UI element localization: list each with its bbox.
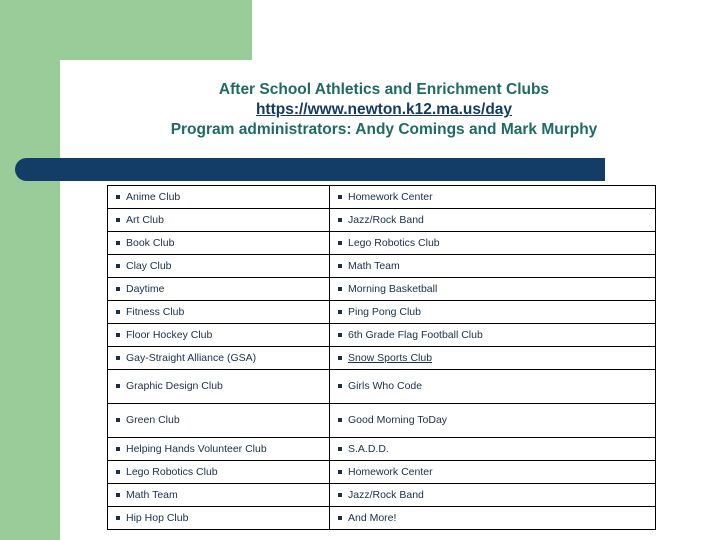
club-cell-left (108, 404, 330, 438)
clubs-table-body (108, 186, 656, 530)
club-cell-left (108, 347, 330, 370)
square-bullet-icon (116, 493, 120, 497)
table-row (108, 507, 656, 530)
square-bullet-icon (338, 264, 342, 268)
square-bullet-icon (116, 241, 120, 245)
club-cell-right (330, 301, 656, 324)
slide-title-line-1: After School Athletics and Enrichment Clubs (218, 81, 550, 98)
table-row (108, 255, 656, 278)
square-bullet-icon (338, 195, 342, 199)
club-cell-left (108, 232, 330, 255)
table-row (108, 484, 656, 507)
square-bullet-icon (338, 333, 342, 337)
club-cell-left (108, 209, 330, 232)
square-bullet-icon (338, 218, 342, 222)
club-label: Jazz/Rock Band (348, 489, 424, 502)
club-cell-left (108, 278, 330, 301)
square-bullet-icon (338, 241, 342, 245)
club-cell-left (108, 507, 330, 530)
club-label: Daytime (126, 283, 165, 296)
club-label: S.A.D.D. (348, 443, 389, 456)
club-label: Morning Basketball (348, 283, 438, 296)
square-bullet-icon (338, 447, 342, 451)
table-row (108, 209, 656, 232)
club-label: Good Morning ToDay (348, 414, 448, 427)
club-label: Math Team (348, 260, 400, 273)
club-label: 6th Grade Flag Football Club (348, 329, 483, 342)
table-row (108, 347, 656, 370)
club-cell-right (330, 507, 656, 530)
table-row (108, 438, 656, 461)
square-bullet-icon (338, 516, 342, 520)
club-label: Book Club (126, 237, 175, 250)
club-label: Art Club (126, 214, 164, 227)
table-row (108, 232, 656, 255)
club-cell-right (330, 232, 656, 255)
club-label: Homework Center (348, 191, 433, 204)
table-row (108, 278, 656, 301)
club-label: Girls Who Code (348, 380, 423, 393)
club-cell-right (330, 484, 656, 507)
square-bullet-icon (116, 418, 120, 422)
club-cell-left (108, 370, 330, 404)
club-cell-right (330, 186, 656, 209)
table-row (108, 370, 656, 404)
square-bullet-icon (338, 356, 342, 360)
square-bullet-icon (338, 287, 342, 291)
club-cell-left (108, 301, 330, 324)
square-bullet-icon (116, 470, 120, 474)
club-cell-left (108, 186, 330, 209)
club-label: Helping Hands Volunteer Club (126, 443, 267, 456)
club-label: Lego Robotics Club (126, 466, 218, 479)
club-label: Green Club (126, 414, 180, 427)
club-cell-right (330, 438, 656, 461)
club-label: Lego Robotics Club (348, 237, 440, 250)
club-label: Clay Club (126, 260, 172, 273)
club-cell-right (330, 347, 656, 370)
table-row (108, 186, 656, 209)
club-label: Gay-Straight Alliance (GSA) (126, 352, 257, 365)
square-bullet-icon (116, 516, 120, 520)
slide-title-line-3: Program administrators: Andy Comings and Mark Murphy (170, 121, 598, 139)
table-row (108, 404, 656, 438)
club-label: Anime Club (126, 191, 181, 204)
square-bullet-icon (116, 264, 120, 268)
club-label: Homework Center (348, 466, 433, 479)
green-accent-band-left (0, 0, 60, 540)
club-link[interactable]: Snow Sports Club (348, 352, 433, 365)
club-cell-left (108, 438, 330, 461)
clubs-table (107, 185, 656, 530)
square-bullet-icon (338, 310, 342, 314)
club-cell-right (330, 255, 656, 278)
square-bullet-icon (116, 195, 120, 199)
club-cell-right (330, 324, 656, 347)
club-label: Ping Pong Club (348, 306, 421, 319)
club-cell-left (108, 484, 330, 507)
square-bullet-icon (338, 493, 342, 497)
square-bullet-icon (116, 356, 120, 360)
club-cell-left (108, 461, 330, 484)
club-label: And More! (348, 512, 397, 525)
square-bullet-icon (116, 333, 120, 337)
club-cell-left (108, 324, 330, 347)
club-label: Hip Hop Club (126, 512, 189, 525)
club-label: Graphic Design Club (126, 380, 223, 393)
square-bullet-icon (116, 218, 120, 222)
table-row (108, 324, 656, 347)
club-cell-right (330, 278, 656, 301)
club-cell-right (330, 209, 656, 232)
club-label: Jazz/Rock Band (348, 214, 424, 227)
square-bullet-icon (338, 470, 342, 474)
club-label: Fitness Club (126, 306, 185, 319)
square-bullet-icon (338, 418, 342, 422)
table-row (108, 301, 656, 324)
program-website-link[interactable]: https://www.newton.k12.ma.us/day (255, 101, 513, 119)
square-bullet-icon (338, 384, 342, 388)
club-label: Floor Hockey Club (126, 329, 213, 342)
club-cell-right (330, 370, 656, 404)
table-row (108, 461, 656, 484)
club-cell-right (330, 404, 656, 438)
slide-title-block (60, 80, 708, 140)
square-bullet-icon (116, 287, 120, 291)
square-bullet-icon (116, 384, 120, 388)
club-cell-right (330, 461, 656, 484)
square-bullet-icon (116, 447, 120, 451)
navy-divider-bar (15, 158, 605, 181)
square-bullet-icon (116, 310, 120, 314)
club-cell-left (108, 255, 330, 278)
club-label: Math Team (126, 489, 178, 502)
